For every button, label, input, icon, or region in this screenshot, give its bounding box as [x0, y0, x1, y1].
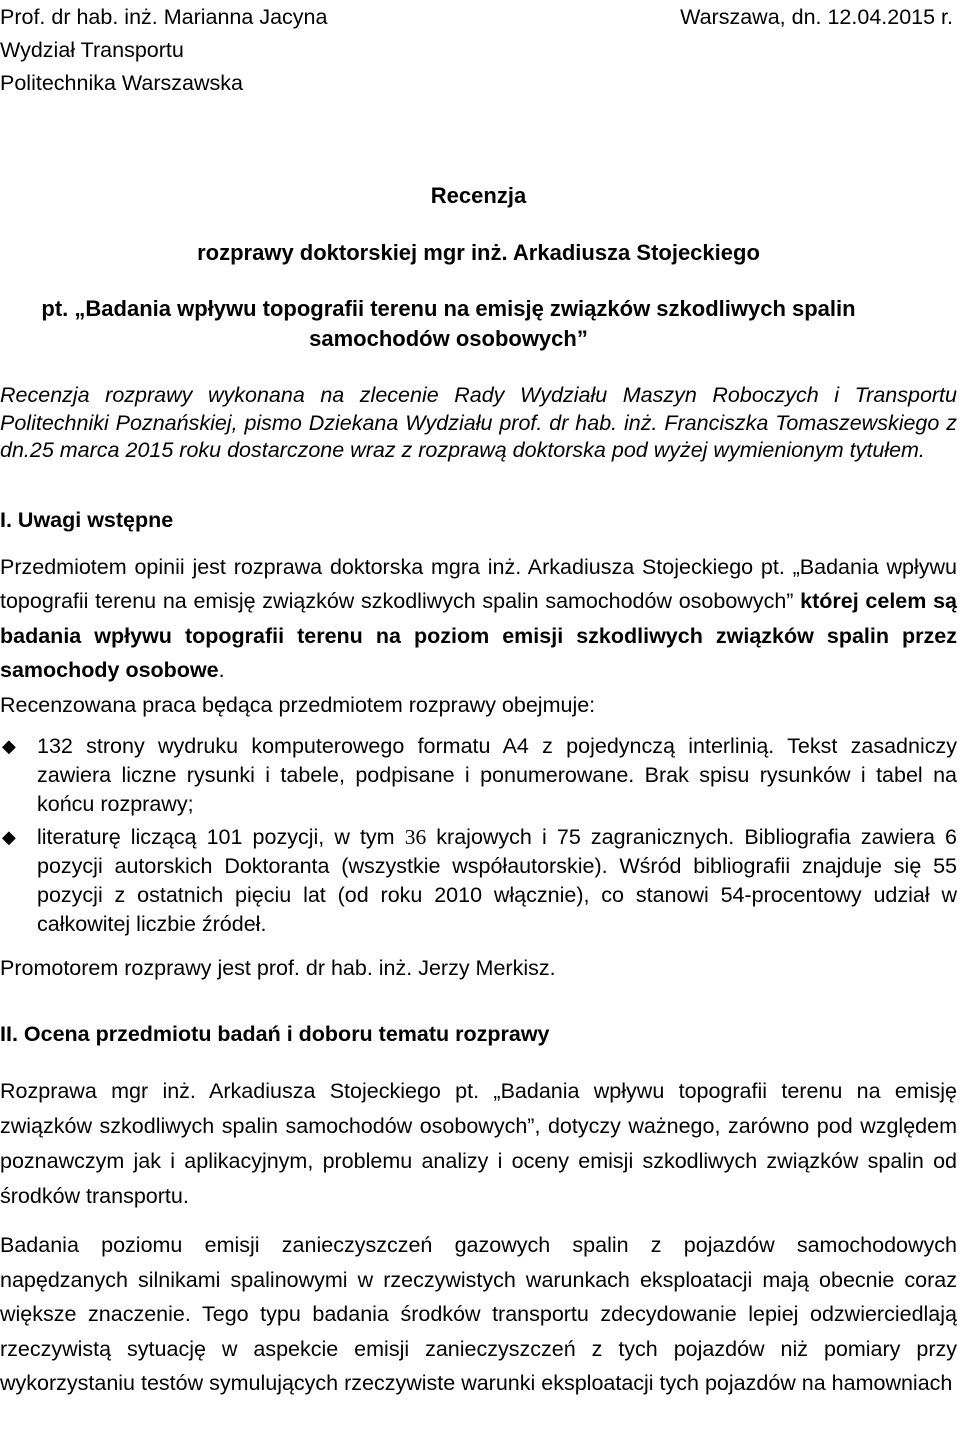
list-item-text: 132 strony wydruku komputerowego formatu A4 z pojedynczą interlinią. Tekst zasadniczy zawiera liczne rysunki i tabele, podpisane i ponumerowane. Brak spisu rysunków i tabel na końcu rozprawy; [37, 734, 957, 816]
subject-text: Przedmiotem opinii jest rozprawa doktorska mgra inż. Arkadiusza Stojeckiego pt. „Badania wpływu topografii terenu na emisję związków szkodliwych spalin samochodów osobowych” [0, 554, 957, 613]
section-2-paragraph-1: Rozprawa mgr inż. Arkadiusza Stojeckiego pt. „Badania wpływu topografii terenu na emisję związków szkodliwych spalin samochodów osobowych”, dotyczy ważnego, zarówno pod względem poznawczym jak i aplikacyjnym, problemu analizy i oceny emisji szkodliwych związków spalin od środków transportu. [0, 1079, 957, 1208]
diamond-bullet-icon: ◆ [2, 827, 16, 848]
author-name: Prof. dr hab. inż. Marianna Jacyna [0, 5, 328, 29]
place-date: Warszawa, dn. 12.04.2015 r. [680, 5, 953, 29]
section-1-paragraph-1 [0, 550, 957, 688]
intro-paragraph: Recenzja rozprawy wykonana na zlecenie Rady Wydziału Maszyn Roboczych i Transportu Politechniki Poznańskiej, pismo Dziekana Wydziału prof. dr hab. inż. Franciszka Tomaszewskiego z dn.25 marca 2015 roku dostarczone wraz z rozprawą doktorska pod wyżej wymienionym tytułem. [0, 383, 957, 462]
sentence-end: . [218, 658, 225, 682]
review-subheading: rozprawy doktorskiej mgr inż. Arkadiusza Stojeckiego [197, 240, 760, 265]
list-item-text: literaturę liczącą 101 pozycji, w tym [37, 825, 405, 849]
section-2-paragraph-2: Badania poziomu emisji zanieczyszczeń gazowych spalin z pojazdów samochodowych napędzanych silnikami spalinowymi w rzeczywistych warunkach eksploatacji mają obecnie coraz większe znaczenie. Tego typu badania środków transportu zdecydowanie lepiej odzwierciedlają rzeczywistą sytuację w aspekcie emisji zanieczyszczeń z tych pojazdów niż pomiary przy wykorzystaniu testów symulujących rzeczywiste warunki eksploatacji tych pojazdów na hamowniach [0, 1233, 957, 1395]
list-item [0, 732, 957, 819]
review-heading: Recenzja [430, 183, 527, 208]
section-1-heading: I. Uwagi wstępne [0, 507, 174, 532]
supervisor-paragraph: Promotorem rozprawy jest prof. dr hab. inż. Jerzy Merkisz. [0, 956, 556, 980]
diamond-bullet-icon: ◆ [2, 736, 16, 757]
author-block [0, 0, 327, 100]
faculty-name: Wydział Transportu [0, 38, 184, 62]
letter-header [0, 0, 957, 100]
section-2-heading: II. Ocena przedmiotu badań i doboru tematu rozprawy [0, 1022, 550, 1046]
section-1-paragraph-2: Recenzowana praca będąca przedmiotem rozprawy obejmuje: [0, 692, 596, 717]
university-name: Politechnika Warszawska [0, 71, 243, 95]
thesis-title: pt. „Badania wpływu topografii terenu na emisję związków szkodliwych spalin samochodów osobowych” [41, 296, 856, 351]
scope-list [0, 732, 957, 939]
list-item [0, 823, 957, 939]
research-goal-text: której celem są badania wpływu topografii terenu na poziom emisji szkodliwych związków spalin przez samochody osobowe [0, 589, 958, 682]
list-item-text-continued: krajowych i 75 zagranicznych. Bibliografia zawiera 6 pozycji autorskich Doktoranta (wszystkie współautorskie). Wśród bibliografii znajduje się 55 pozycji z ostatnich pięciu lat (od roku 2010 włącznie), co stanowi 54-procentowy udział w całkowitej liczbie źródeł. [37, 825, 957, 936]
domestic-count: 36 [404, 825, 427, 849]
